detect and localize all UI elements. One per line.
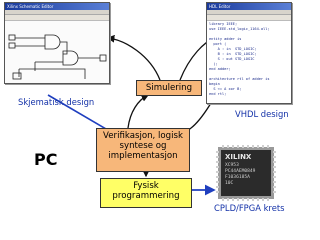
vhdl-code-line: library IEEE; — [209, 22, 238, 26]
chip-line-4: 10C — [225, 181, 234, 186]
vhdl-code-area — [207, 21, 291, 98]
verification-line-1: Verifikasjon, logisk — [103, 131, 183, 141]
verification-box — [96, 128, 190, 172]
chip-markings — [225, 163, 255, 187]
vhdl-code-line: use IEEE.std_logic_1164.all; — [209, 27, 270, 31]
vhdl-code-line: begin — [209, 82, 220, 86]
vhdl-code-line: S : out STD_LOGIC — [209, 57, 255, 61]
verification-line-2: syntese og — [119, 141, 167, 151]
cpld-fpga-label: CPLD/FPGA krets — [214, 203, 285, 213]
chip-line-2: PC44AEM0849 — [225, 169, 256, 174]
chip-line-3: F1036185A — [225, 175, 250, 180]
vhdl-code-line: port ( — [209, 42, 227, 46]
vhdl-code-line: end adder; — [209, 67, 231, 71]
simulation-box — [136, 80, 202, 96]
vhdl-code-line: S <= A xor B; — [209, 87, 242, 91]
schematic-design-label: Skjematisk design — [18, 97, 95, 107]
chip-brand: XILINX — [225, 153, 252, 161]
vhdl-code-line: architecture rtl of adder is — [209, 77, 270, 81]
schematic-canvas — [5, 21, 109, 84]
cpld-chip — [216, 145, 276, 201]
schematic-editor-window — [4, 2, 110, 84]
simulation-label: Simulering — [145, 83, 193, 93]
arrow-sim-to-schematic — [108, 38, 160, 80]
vhdl-design-label: VHDL design — [235, 109, 289, 119]
vhdl-code-line: end rtl; — [209, 92, 227, 96]
chip-line-1: XC953 — [225, 163, 239, 168]
vhdl-code-line: B : in STD_LOGIC; — [209, 52, 257, 56]
vhdl-code-line: ); — [209, 62, 218, 66]
programming-line-1: Fysisk — [133, 181, 159, 191]
verification-line-3: implementasjon — [108, 151, 178, 161]
schematic-window-title: Xilinx Schematic Editor — [5, 3, 109, 10]
arrow-verification-to-sim — [128, 95, 148, 128]
vhdl-code-line: entity adder is — [209, 37, 242, 41]
vhdl-window-title: HDL Editor — [207, 3, 291, 10]
pc-label: PC — [34, 150, 58, 169]
programming-line-2: programmering — [112, 191, 180, 201]
programming-box — [100, 178, 192, 208]
vhdl-editor-window — [206, 2, 292, 104]
vhdl-code-line: A : in STD_LOGIC; — [209, 47, 257, 51]
